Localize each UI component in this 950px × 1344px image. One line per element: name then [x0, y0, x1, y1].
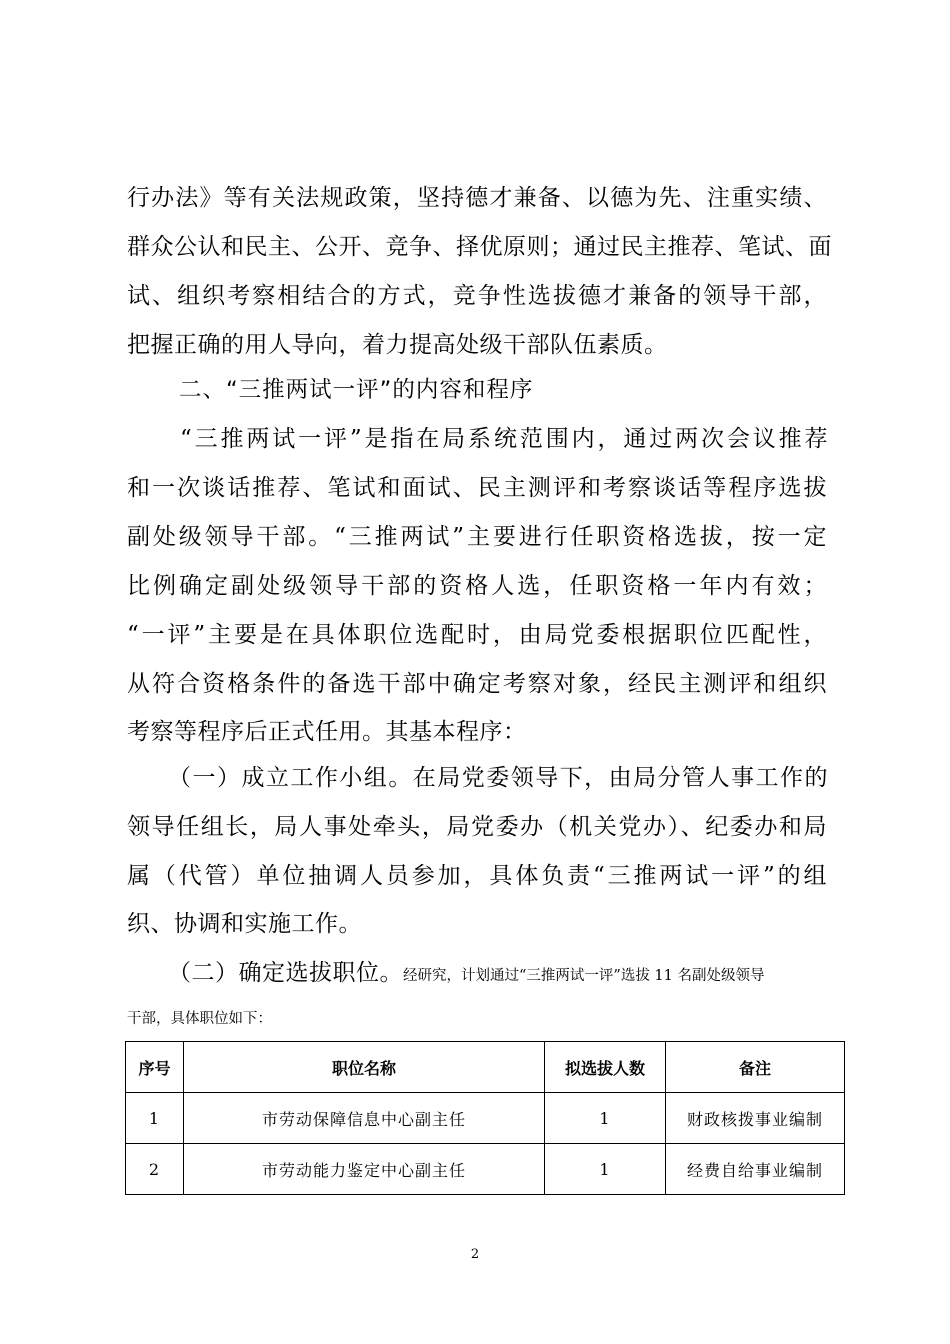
paragraph-line — [168, 958, 838, 991]
paragraph-line: 试、组织考察相结合的方式，竞争性选拔德才兼备的领导干部， — [127, 283, 827, 309]
section-heading: 二、“三推两试一评”的内容和程序 — [179, 377, 534, 403]
subsection-heading: （二）确定选拔职位。 — [168, 960, 403, 986]
header-cell-position: 职位名称 — [184, 1042, 545, 1093]
paragraph-line: 织、协调和实施工作。 — [127, 911, 362, 937]
paragraph-line: 领导任组长，局人事处牵头，局党委办（机关党办）、纪委办和局 — [127, 814, 827, 840]
paragraph-line: 副处级领导干部。“三推两试”主要进行任职资格选拔，按一定 — [127, 524, 827, 550]
header-cell-index: 序号 — [126, 1042, 184, 1093]
paragraph-line: 行办法》等有关法规政策，坚持德才兼备、以德为先、注重实绩、 — [127, 185, 827, 211]
positions-table — [125, 1041, 845, 1195]
paragraph-line: 把握正确的用人导向，着力提高处级干部队伍素质。 — [127, 332, 668, 358]
paragraph-line: 从符合资格条件的备选干部中确定考察对象，经民主测评和组织 — [127, 671, 827, 697]
page-number: 2 — [470, 1247, 480, 1262]
paragraph-line: 群众公认和民主、公开、竞争、择优原则；通过民主推荐、笔试、面 — [127, 234, 832, 260]
cell-index: 2 — [126, 1144, 184, 1195]
paragraph-line: “一评”主要是在具体职位选配时，由局党委根据职位匹配性， — [127, 622, 827, 648]
paragraph-line: 和一次谈话推荐、笔试和面试、民主测评和考察谈话等程序选拔 — [127, 475, 827, 501]
table-header-row — [126, 1042, 845, 1093]
header-cell-count: 拟选拔人数 — [545, 1042, 666, 1093]
cell-position: 市劳动保障信息中心副主任 — [184, 1093, 545, 1144]
paragraph-line: 考察等程序后正式任用。其基本程序： — [127, 719, 527, 745]
cell-count: 1 — [545, 1144, 666, 1195]
table-row — [126, 1144, 845, 1195]
cell-note: 财政核拨事业编制 — [666, 1093, 845, 1144]
cell-count: 1 — [545, 1093, 666, 1144]
cell-index: 1 — [126, 1093, 184, 1144]
paragraph-line: （一）成立工作小组。在局党委领导下，由局分管人事工作的 — [168, 765, 828, 791]
paragraph-text: 经研究，计划通过“三推两试一评”选拔 11 名副处级领导 — [403, 968, 765, 984]
paragraph-line: “三推两试一评”是指在局系统范围内，通过两次会议推荐 — [180, 426, 828, 452]
paragraph-line: 属（代管）单位抽调人员参加，具体负责“三推两试一评”的组 — [127, 863, 827, 889]
cell-position: 市劳动能力鉴定中心副主任 — [184, 1144, 545, 1195]
paragraph-line: 干部，具体职位如下： — [127, 1011, 272, 1027]
table-row — [126, 1093, 845, 1144]
cell-note: 经费自给事业编制 — [666, 1144, 845, 1195]
header-cell-note: 备注 — [666, 1042, 845, 1093]
paragraph-line: 比例确定副处级领导干部的资格人选，任职资格一年内有效； — [127, 573, 827, 599]
